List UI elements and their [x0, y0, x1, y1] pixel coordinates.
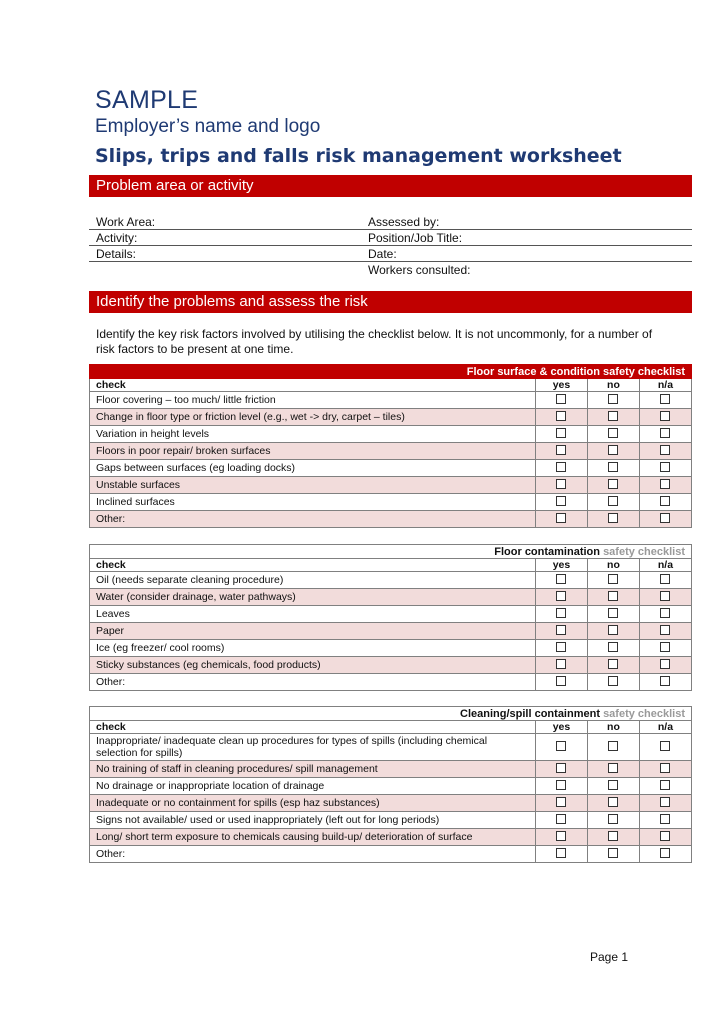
checkbox-cell-na — [639, 657, 691, 674]
checklist-header-row — [90, 721, 692, 734]
checkbox-na[interactable] — [660, 394, 670, 404]
checkbox-cell-na — [639, 761, 691, 778]
checkbox-cell-yes — [535, 829, 587, 846]
checkbox-yes[interactable] — [556, 831, 566, 841]
intro-paragraph: Identify the key risk factors involved by utilising the checklist below. It is not uncommonly, for a number of risk factors to be present at one time. — [96, 327, 653, 356]
checkbox-yes[interactable] — [556, 642, 566, 652]
checklist-title-main: Floor contamination — [494, 545, 600, 558]
checkbox-cell-yes — [535, 572, 587, 589]
checkbox-cell-na — [639, 606, 691, 623]
checkbox-na[interactable] — [660, 780, 670, 790]
checkbox-cell-yes — [535, 606, 587, 623]
info-row — [89, 214, 692, 230]
checklist-item-label: No drainage or inappropriate location of drainage — [90, 778, 536, 795]
checklist-header-row — [90, 559, 692, 572]
checkbox-cell-na — [639, 572, 691, 589]
checkbox-yes[interactable] — [556, 814, 566, 824]
checklist-title — [90, 707, 692, 721]
checkbox-cell-no — [587, 640, 639, 657]
column-header-check: check — [90, 721, 536, 734]
checkbox-cell-no — [587, 477, 639, 494]
checkbox-cell-na — [639, 460, 691, 477]
checkbox-cell-na — [639, 426, 691, 443]
checkbox-cell-na — [639, 477, 691, 494]
checkbox-no[interactable] — [608, 591, 618, 601]
checkbox-cell-na — [639, 623, 691, 640]
checkbox-na[interactable] — [660, 763, 670, 773]
checkbox-na[interactable] — [660, 428, 670, 438]
checklist-item-label: Floor covering – too much/ little friction — [90, 392, 536, 409]
checkbox-na[interactable] — [660, 445, 670, 455]
checkbox-no[interactable] — [608, 797, 618, 807]
checklist-title-row — [90, 707, 692, 721]
checklist-row — [90, 674, 692, 691]
checkbox-cell-na — [639, 640, 691, 657]
checkbox-cell-yes — [535, 409, 587, 426]
checkbox-no[interactable] — [608, 574, 618, 584]
column-header-yes: yes — [535, 721, 587, 734]
checkbox-yes[interactable] — [556, 763, 566, 773]
checklist-row — [90, 392, 692, 409]
checkbox-cell-na — [639, 829, 691, 846]
checkbox-cell-no — [587, 606, 639, 623]
checklist-row — [90, 640, 692, 657]
checkbox-yes[interactable] — [556, 659, 566, 669]
checkbox-cell-yes — [535, 734, 587, 761]
checklist-row — [90, 572, 692, 589]
checkbox-na[interactable] — [660, 676, 670, 686]
checklist-row — [90, 606, 692, 623]
checklist-item-label: Inappropriate/ inadequate clean up procedures for types of spills (including chemical selection for spills) — [90, 734, 536, 761]
checkbox-cell-yes — [535, 623, 587, 640]
checkbox-na[interactable] — [660, 574, 670, 584]
checkbox-cell-yes — [535, 674, 587, 691]
checkbox-cell-yes — [535, 657, 587, 674]
assessed-by-label: Assessed by: — [368, 215, 440, 229]
checklist-row — [90, 657, 692, 674]
checkbox-na[interactable] — [660, 814, 670, 824]
checkbox-cell-yes — [535, 640, 587, 657]
checkbox-na[interactable] — [660, 625, 670, 635]
checkbox-yes[interactable] — [556, 625, 566, 635]
checkbox-no[interactable] — [608, 513, 618, 523]
checkbox-cell-yes — [535, 443, 587, 460]
checkbox-no[interactable] — [608, 814, 618, 824]
details-label: Details: — [96, 247, 137, 261]
checkbox-cell-yes — [535, 494, 587, 511]
checkbox-cell-no — [587, 392, 639, 409]
date-label: Date: — [368, 247, 397, 261]
checklist-title-row — [90, 545, 692, 559]
checkbox-na[interactable] — [660, 659, 670, 669]
checkbox-cell-na — [639, 812, 691, 829]
checkbox-cell-yes — [535, 477, 587, 494]
checkbox-cell-no — [587, 572, 639, 589]
column-header-no: no — [587, 379, 639, 392]
checklist-title-main: Floor surface & condition safety checklist — [466, 365, 685, 378]
checkbox-no[interactable] — [608, 780, 618, 790]
checklist-row — [90, 460, 692, 477]
column-header-na: n/a — [639, 559, 691, 572]
checkbox-na[interactable] — [660, 513, 670, 523]
checkbox-no[interactable] — [608, 763, 618, 773]
checklist-row — [90, 494, 692, 511]
checkbox-cell-no — [587, 778, 639, 795]
checklist-item-label: Change in floor type or friction level (e.g., wet -> dry, carpet – tiles) — [90, 409, 536, 426]
checklist-item-label: Variation in height levels — [90, 426, 536, 443]
checkbox-cell-na — [639, 443, 691, 460]
checklist-item-label: Leaves — [90, 606, 536, 623]
checklist-row — [90, 795, 692, 812]
work-area-label: Work Area: — [96, 215, 156, 229]
checkbox-yes[interactable] — [556, 797, 566, 807]
checklist-item-label: Oil (needs separate cleaning procedure) — [90, 572, 536, 589]
column-header-na: n/a — [639, 379, 691, 392]
checkbox-cell-no — [587, 761, 639, 778]
checklist-row — [90, 829, 692, 846]
checkbox-cell-na — [639, 778, 691, 795]
checkbox-cell-no — [587, 674, 639, 691]
checklist-row — [90, 589, 692, 606]
checkbox-cell-na — [639, 734, 691, 761]
position-label: Position/Job Title: — [368, 231, 463, 245]
checkbox-cell-yes — [535, 392, 587, 409]
checkbox-cell-yes — [535, 426, 587, 443]
checkbox-cell-no — [587, 812, 639, 829]
checklist-table — [89, 544, 692, 691]
checkbox-cell-na — [639, 589, 691, 606]
info-block — [89, 214, 692, 277]
checkbox-no[interactable] — [608, 659, 618, 669]
checkbox-cell-yes — [535, 460, 587, 477]
checkbox-yes[interactable] — [556, 496, 566, 506]
checkbox-cell-yes — [535, 761, 587, 778]
document-title: Slips, trips and falls risk management worksheet — [95, 145, 622, 167]
checkbox-cell-no — [587, 589, 639, 606]
checklist-item-label: Sticky substances (eg chemicals, food products) — [90, 657, 536, 674]
checklist-title — [90, 545, 692, 559]
checkbox-cell-na — [639, 846, 691, 863]
checklist-title-main: Cleaning/spill containment — [460, 707, 600, 720]
checkbox-no[interactable] — [608, 479, 618, 489]
checkbox-cell-na — [639, 409, 691, 426]
checklist-title-row — [90, 365, 692, 379]
checklist-row — [90, 511, 692, 528]
checkbox-cell-no — [587, 426, 639, 443]
checklist-table — [89, 706, 692, 863]
checkbox-no[interactable] — [608, 496, 618, 506]
checkbox-yes[interactable] — [556, 741, 566, 751]
column-header-no: no — [587, 721, 639, 734]
info-row — [89, 230, 692, 246]
checklist-title-suffix: safety checklist — [603, 707, 685, 720]
checkbox-yes[interactable] — [556, 513, 566, 523]
checkbox-yes[interactable] — [556, 428, 566, 438]
checklist-item-label: Paper — [90, 623, 536, 640]
column-header-check: check — [90, 379, 536, 392]
checkbox-cell-no — [587, 734, 639, 761]
checklist-item-label: Unstable surfaces — [90, 477, 536, 494]
checklist-row — [90, 778, 692, 795]
checkbox-na[interactable] — [660, 479, 670, 489]
checklist-row — [90, 477, 692, 494]
checklist-title-suffix: safety checklist — [603, 545, 685, 558]
checkbox-cell-yes — [535, 812, 587, 829]
checkbox-no[interactable] — [608, 741, 618, 751]
checkbox-yes[interactable] — [556, 394, 566, 404]
section-heading-problem-area: Problem area or activity — [89, 175, 692, 197]
checklist-row — [90, 409, 692, 426]
checkbox-no[interactable] — [608, 428, 618, 438]
checkbox-cell-no — [587, 795, 639, 812]
checklist-item-label: Water (consider drainage, water pathways) — [90, 589, 536, 606]
column-header-no: no — [587, 559, 639, 572]
checkbox-no[interactable] — [608, 411, 618, 421]
column-header-yes: yes — [535, 559, 587, 572]
checkbox-yes[interactable] — [556, 780, 566, 790]
sample-label: SAMPLE — [95, 86, 199, 114]
checkbox-no[interactable] — [608, 642, 618, 652]
checklist-title — [90, 365, 692, 379]
checklist-item-label: Gaps between surfaces (eg loading docks) — [90, 460, 536, 477]
page-number: Page 1 — [590, 950, 629, 964]
checklist-item-label: Other: — [90, 511, 536, 528]
checkbox-yes[interactable] — [556, 462, 566, 472]
section-heading-identify-problems: Identify the problems and assess the risk — [89, 291, 692, 313]
checkbox-yes[interactable] — [556, 574, 566, 584]
checklist-item-label: Signs not available/ used or used inappropriately (left out for long periods) — [90, 812, 536, 829]
checkbox-cell-no — [587, 829, 639, 846]
checkbox-yes[interactable] — [556, 591, 566, 601]
checkbox-na[interactable] — [660, 608, 670, 618]
checklist-row — [90, 623, 692, 640]
checklist-table — [89, 364, 692, 528]
checkbox-no[interactable] — [608, 462, 618, 472]
checkbox-no[interactable] — [608, 848, 618, 858]
info-row — [89, 246, 692, 262]
checkbox-cell-no — [587, 409, 639, 426]
checklist-row — [90, 812, 692, 829]
checkbox-no[interactable] — [608, 676, 618, 686]
checklist-row — [90, 426, 692, 443]
checkbox-cell-yes — [535, 511, 587, 528]
checkbox-no[interactable] — [608, 625, 618, 635]
checkbox-cell-no — [587, 623, 639, 640]
checkbox-cell-no — [587, 846, 639, 863]
employer-name-and-logo: Employer’s name and logo — [95, 116, 321, 137]
activity-label: Activity: — [96, 231, 138, 245]
checkbox-no[interactable] — [608, 445, 618, 455]
checkbox-cell-na — [639, 511, 691, 528]
info-row — [89, 262, 692, 277]
checkbox-na[interactable] — [660, 591, 670, 601]
checkbox-cell-no — [587, 657, 639, 674]
checklist-item-label: Floors in poor repair/ broken surfaces — [90, 443, 536, 460]
checklist-row — [90, 734, 692, 761]
checkbox-yes[interactable] — [556, 608, 566, 618]
checkbox-na[interactable] — [660, 462, 670, 472]
checklist-row — [90, 761, 692, 778]
checklist-item-label: Ice (eg freezer/ cool rooms) — [90, 640, 536, 657]
checkbox-yes[interactable] — [556, 676, 566, 686]
checkbox-no[interactable] — [608, 394, 618, 404]
checkbox-na[interactable] — [660, 642, 670, 652]
checklist-row — [90, 846, 692, 863]
checklist-item-label: Long/ short term exposure to chemicals causing build-up/ deterioration of surface — [90, 829, 536, 846]
checkbox-yes[interactable] — [556, 479, 566, 489]
checkbox-cell-yes — [535, 795, 587, 812]
checkbox-no[interactable] — [608, 831, 618, 841]
column-header-na: n/a — [639, 721, 691, 734]
checklist-header-row — [90, 379, 692, 392]
checkbox-cell-na — [639, 392, 691, 409]
checklist-row — [90, 443, 692, 460]
checklist-item-label: Other: — [90, 846, 536, 863]
checklist-item-label: No training of staff in cleaning procedures/ spill management — [90, 761, 536, 778]
checkbox-na[interactable] — [660, 741, 670, 751]
checkbox-cell-no — [587, 494, 639, 511]
checkbox-cell-yes — [535, 846, 587, 863]
column-header-check: check — [90, 559, 536, 572]
checkbox-no[interactable] — [608, 608, 618, 618]
checkbox-na[interactable] — [660, 496, 670, 506]
checkbox-cell-no — [587, 443, 639, 460]
checkbox-yes[interactable] — [556, 848, 566, 858]
checklist-item-label: Inadequate or no containment for spills (esp haz substances) — [90, 795, 536, 812]
checklist-item-label: Other: — [90, 674, 536, 691]
checkbox-yes[interactable] — [556, 445, 566, 455]
checkbox-cell-no — [587, 511, 639, 528]
checklist-item-label: Inclined surfaces — [90, 494, 536, 511]
checkbox-cell-no — [587, 460, 639, 477]
checkbox-na[interactable] — [660, 848, 670, 858]
checkbox-cell-na — [639, 674, 691, 691]
checkbox-na[interactable] — [660, 831, 670, 841]
checkbox-cell-na — [639, 494, 691, 511]
checkbox-na[interactable] — [660, 411, 670, 421]
checkbox-cell-na — [639, 795, 691, 812]
column-header-yes: yes — [535, 379, 587, 392]
checkbox-cell-yes — [535, 589, 587, 606]
checkbox-na[interactable] — [660, 797, 670, 807]
workers-consulted-label: Workers consulted: — [368, 263, 471, 277]
checkbox-cell-yes — [535, 778, 587, 795]
checkbox-yes[interactable] — [556, 411, 566, 421]
